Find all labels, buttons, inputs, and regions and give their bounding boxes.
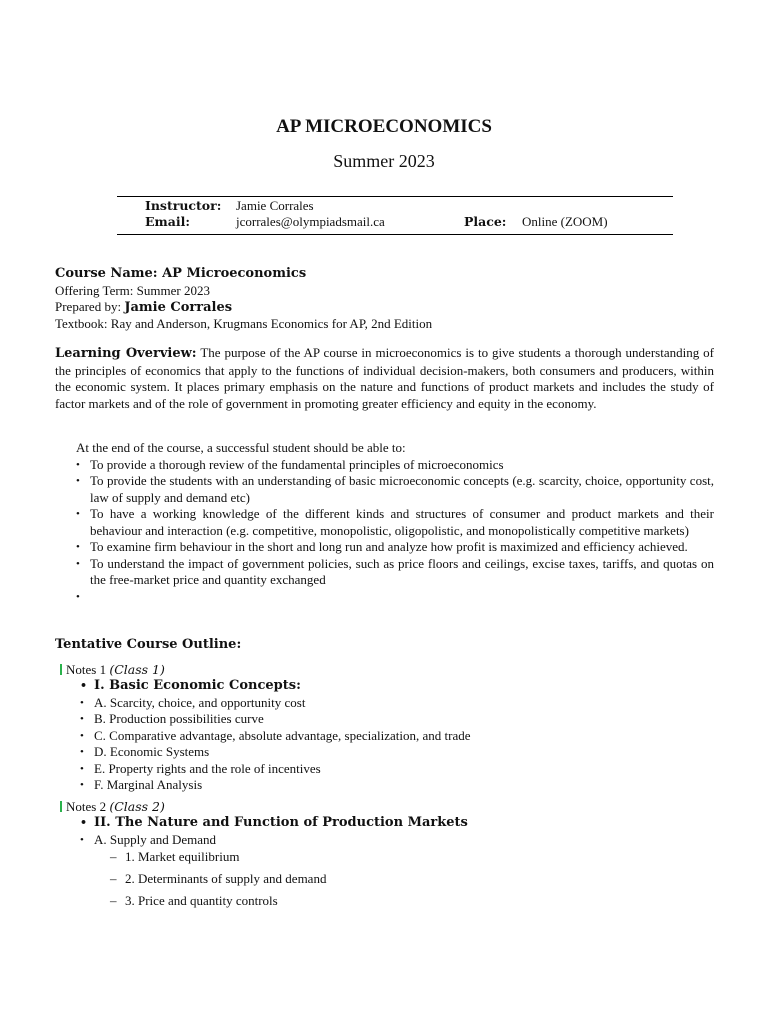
notes-1-heading bbox=[60, 662, 165, 679]
list-item: • D. Economic Systems bbox=[80, 744, 720, 761]
course-meta bbox=[55, 266, 715, 332]
list-item: • C. Comparative advantage, absolute advantage, specialization, and trade bbox=[80, 728, 720, 745]
document-title: AP MICROECONOMICS bbox=[276, 116, 492, 137]
list-item: • To provide a thorough review of the fundamental principles of microeconomics bbox=[76, 457, 714, 474]
instructor-info-box bbox=[117, 196, 673, 235]
instructor-label: Instructor: bbox=[145, 198, 222, 213]
notes-1-topics bbox=[80, 678, 720, 794]
section-marker-icon bbox=[60, 801, 62, 812]
section-marker-icon bbox=[60, 664, 62, 675]
document-subtitle: Summer 2023 bbox=[333, 151, 435, 171]
class-label: (Class 2) bbox=[109, 799, 165, 814]
course-outline-heading: Tentative Course Outline: bbox=[55, 637, 242, 652]
prepared-by-name: Jamie Corrales bbox=[124, 300, 233, 315]
list-item: • F. Marginal Analysis bbox=[80, 777, 720, 794]
prepared-by-line bbox=[55, 299, 715, 316]
notes-label: Notes 1 bbox=[66, 662, 107, 677]
list-item: • To have a working knowledge of the different kinds and structures of consumer and product markets and their behaviour and interaction (e.g. competitive, monopolistic, oligopolistic, and monopolistically competitive markets) bbox=[76, 506, 714, 539]
list-item: • E. Property rights and the role of incentives bbox=[80, 761, 720, 778]
place-value: Online (ZOOM) bbox=[522, 214, 608, 229]
outcomes-list bbox=[76, 457, 714, 606]
topic-heading: • II. The Nature and Function of Production Markets bbox=[80, 815, 720, 832]
list-item: – 1. Market equilibrium bbox=[110, 849, 326, 871]
notes-2-heading bbox=[60, 799, 165, 816]
list-item: • A. Supply and Demand bbox=[80, 832, 720, 849]
overview-text: The purpose of the AP course in microeconomics is to give students a thorough understanding of the principles of economics that apply to the functions of individual decision-makers, both consumers and producers, within the economic system. It places primary emphasis on the nature and functions of product markets and includes the study of factor markets and of the role of government in promoting greater efficiency and equity in the economy. bbox=[55, 345, 714, 411]
topic-heading: • I. Basic Economic Concepts: bbox=[80, 678, 720, 695]
notes-2-topics bbox=[80, 815, 720, 848]
textbook: Textbook: Ray and Anderson, Krugmans Economics for AP, 2nd Edition bbox=[55, 315, 433, 331]
list-item bbox=[76, 589, 714, 606]
prepared-by-label: Prepared by: bbox=[55, 299, 122, 314]
list-item: – 3. Price and quantity controls bbox=[110, 893, 326, 915]
list-item: – 2. Determinants of supply and demand bbox=[110, 871, 326, 893]
list-item: • To examine firm behaviour in the short and long run and analyze how profit is maximized and efficiency achieved. bbox=[76, 539, 714, 556]
list-item: • B. Production possibilities curve bbox=[80, 711, 720, 728]
course-name: Course Name: AP Microeconomics bbox=[55, 266, 307, 281]
list-item: • To understand the impact of government policies, such as price floors and ceilings, excise taxes, tariffs, and quotas on the free-market price and quantity exchanged bbox=[76, 556, 714, 589]
place-label: Place: bbox=[464, 214, 507, 229]
class-label: (Class 1) bbox=[109, 662, 165, 677]
learning-overview bbox=[55, 345, 714, 412]
learning-outcomes bbox=[76, 440, 714, 605]
notes-label: Notes 2 bbox=[66, 799, 107, 814]
offering-term: Offering Term: Summer 2023 bbox=[55, 282, 210, 298]
notes-2-subtopics bbox=[110, 849, 326, 915]
outcomes-intro: At the end of the course, a successful student should be able to: bbox=[76, 440, 406, 455]
overview-label: Learning Overview: bbox=[55, 346, 197, 361]
list-item: • A. Scarcity, choice, and opportunity cost bbox=[80, 695, 720, 712]
email-value: jcorrales@olympiadsmail.ca bbox=[236, 214, 385, 229]
email-label: Email: bbox=[145, 214, 190, 229]
instructor-name: Jamie Corrales bbox=[236, 198, 314, 213]
list-item: • To provide the students with an understanding of basic microeconomic concepts (e.g. scarcity, choice, opportunity cost, law of supply and demand etc) bbox=[76, 473, 714, 506]
